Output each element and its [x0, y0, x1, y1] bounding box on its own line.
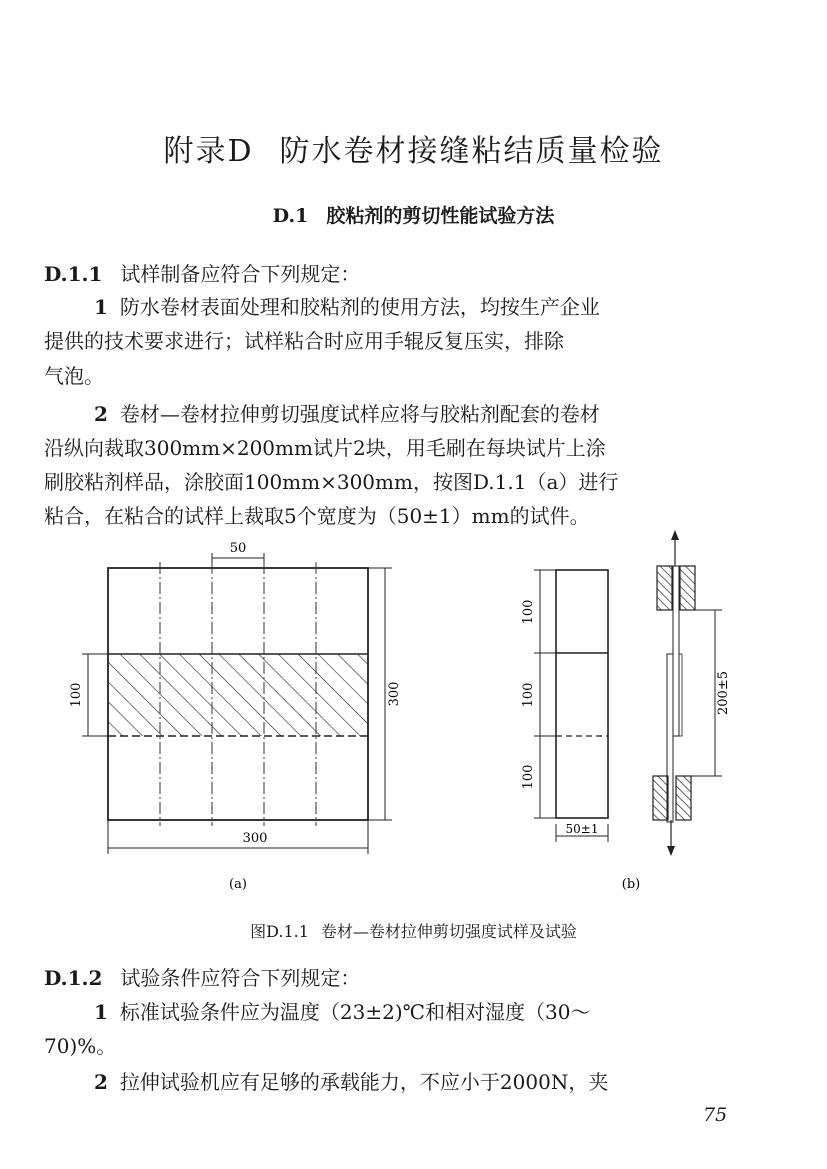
lower-clamp-left — [653, 776, 668, 820]
item-number: 2 — [94, 1070, 108, 1094]
figure-caption — [0, 919, 827, 942]
dimension-left: 100 — [69, 682, 84, 708]
figure-b-test-setup — [622, 530, 731, 892]
item-number: 1 — [94, 1000, 108, 1024]
item-text: 防水卷材表面处理和胶粘剂的使用方法，均按生产企业 — [119, 295, 600, 319]
figure-b-label: (b) — [621, 877, 641, 892]
dimension-width: 50±1 — [565, 822, 599, 836]
section-title-text: 胶粘剂的剪切性能试验方法 — [326, 205, 555, 227]
clause-text: 试样制备应符合下列规定： — [120, 262, 361, 286]
item-text: 标准试验条件应为温度（23±2)℃和相对湿度（30～ — [119, 1000, 591, 1024]
paragraph-line — [94, 996, 590, 1025]
paragraph-line: 提供的技术要求进行；试样粘合时应用手辊反复压实，排除 — [44, 329, 564, 353]
appendix-label: 附录D — [163, 134, 254, 169]
figure-a-label: (a) — [229, 877, 247, 892]
clause-d112-heading — [44, 962, 360, 991]
clause-text: 试验条件应符合下列规定： — [120, 966, 361, 990]
dimension-bottom: 300 — [242, 831, 268, 846]
upper-clamp-right — [680, 566, 695, 610]
item-text: 卷材—卷材拉伸剪切强度试样应将与胶粘剂配套的卷材 — [119, 402, 600, 426]
paragraph-line: 沿纵向裁取300mm×200mm试片2块，用毛刷在每块试片上涂 — [44, 436, 606, 460]
clause-number: D.1.2 — [44, 966, 103, 990]
figure-b-specimen — [521, 570, 608, 842]
lower-clamp-right — [676, 776, 691, 820]
item-number: 1 — [94, 295, 108, 319]
paragraph-line: 粘合，在粘合的试样上裁取5个宽度为（50±1）mm的试件。 — [44, 504, 590, 528]
figure-number: 图D.1.1 — [250, 922, 309, 941]
dimension-segment-1: 100 — [521, 599, 536, 625]
dimension-top: 50 — [229, 541, 247, 556]
paragraph-line: 70)%。 — [44, 1034, 117, 1058]
figure-a-drawing — [69, 541, 402, 892]
section-number: D.1 — [272, 205, 309, 227]
paragraph-line: 刷胶粘剂样品，涂胶面100mm×300mm，按图D.1.1（a）进行 — [44, 470, 619, 494]
dimension-right: 300 — [387, 681, 402, 707]
paragraph-line: 气泡。 — [44, 364, 104, 388]
clause-number: D.1.1 — [44, 262, 103, 286]
appendix-title-text: 防水卷材接缝粘结质量检验 — [279, 134, 664, 169]
page-number: 75 — [703, 1104, 728, 1126]
paragraph-line — [94, 1066, 608, 1095]
figure-caption-text: 卷材—卷材拉伸剪切强度试样及试验 — [320, 922, 577, 941]
dimension-segment-2: 100 — [521, 682, 536, 708]
item-text: 拉伸试验机应有足够的承载能力，不应小于2000N，夹 — [119, 1070, 609, 1094]
dimension-clamp: 200±5 — [716, 671, 731, 715]
glued-area — [108, 654, 368, 736]
item-number: 2 — [94, 402, 108, 426]
specimen-strip — [556, 570, 608, 818]
upper-clamp-left — [657, 566, 672, 610]
dimension-segment-3: 100 — [521, 764, 536, 790]
